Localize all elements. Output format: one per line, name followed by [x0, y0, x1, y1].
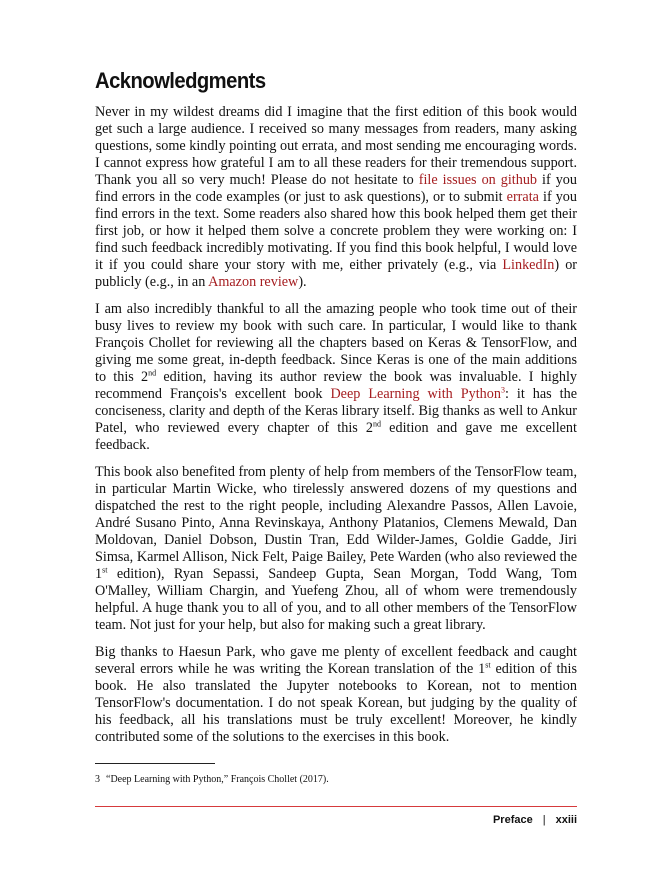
- text-run: Never in my wildest dreams did I imagine that the first edition of this book would get such a large audience. I received so many messages from readers, many asking questions, some kindly pointing out errata, and most sending me encouraging words. I cannot express how grateful I am to all these readers for their tremendous support. Thank you all so very much! Please do not hesitate to: [95, 104, 577, 188]
- ordinal-superscript: st: [102, 565, 108, 575]
- text-run: edition, having its author review the book was invaluable. I highly recommend François's excellent book: [95, 369, 577, 402]
- text-run: Big thanks to Haesun Park, who gave me plenty of excellent feedback and caught several errors while he was writing the Korean translation of the 1: [95, 644, 577, 677]
- errata-link[interactable]: errata: [506, 189, 539, 205]
- acknowledgments-body: [95, 104, 577, 756]
- page-title: Acknowledgments: [95, 68, 266, 93]
- paragraph-2: [95, 301, 577, 454]
- text-run: ).: [298, 274, 307, 290]
- text-run: if you find errors in the text. Some readers also shared how this book helped them get their first job, or how it helped them solve a concrete problem they were working on: I find such feedback incredibly motivating. If you find this book helpful, I would love it if you could share your story with me, either privately (e.g., via: [95, 189, 577, 273]
- paragraph-1: [95, 104, 577, 291]
- linkedin-link[interactable]: LinkedIn: [502, 257, 555, 273]
- ordinal-superscript: st: [485, 660, 491, 670]
- paragraph-4: [95, 644, 577, 746]
- page-number: xxiii: [555, 814, 577, 826]
- text-run: ) or publicly (e.g., in an: [95, 257, 578, 290]
- footer-separator: |: [542, 814, 546, 826]
- text-run: if you find errors in the code examples (or just to ask questions), or to submit: [95, 172, 577, 205]
- ordinal-superscript: nd: [373, 419, 382, 429]
- text-run: : it has the conciseness, clarity and depth of the Keras library itself. Big thanks as well to Ankur Patel, who reviewed every chapter of this 2: [95, 386, 577, 436]
- github-issues-link[interactable]: file issues on github: [418, 172, 538, 188]
- footer-section: Preface: [492, 814, 533, 826]
- text-run: I am also incredibly thankful to all the amazing people who took time out of their busy lives to review my book with such care. In particular, I would like to thank François Chollet for reviewing all the chapters based on Keras & TensorFlow, and giving me some great, in-depth feedback. Since Keras is one of the main additions to this 2: [95, 301, 577, 385]
- paragraph-3: [95, 464, 577, 634]
- ordinal-superscript: nd: [148, 368, 157, 378]
- text-run: edition), Ryan Sepassi, Sandeep Gupta, Sean Morgan, Todd Wang, Tom O'Malley, William Chargin, and Yuefeng Zhou, all of whom were tremendously helpful. A huge thank you to all of you, and to all other members of the TensorFlow team. Not just for your help, but also for making such a great library.: [95, 566, 577, 633]
- footnote: [95, 774, 329, 786]
- text-run: edition of this book. He also translated the Jupyter notebooks to Korean, not to mention TensorFlow's documentation. I do not speak Korean, but judging by the quality of his feedback, all his translations must be truly excellent! Moreover, he kindly contributed some of the solutions to the exercises in this book.: [95, 661, 577, 745]
- footnote-text: “Deep Learning with Python,” François Chollet (2017).: [106, 774, 329, 785]
- text-run: edition and gave me excellent feedback.: [95, 420, 577, 453]
- amazon-review-link[interactable]: Amazon review: [208, 274, 299, 290]
- page-footer: [493, 814, 577, 826]
- deep-learning-python-link[interactable]: Deep Learning with Python: [330, 386, 501, 402]
- footnote-number: 3: [95, 774, 100, 785]
- text-run: This book also benefited from plenty of help from members of the TensorFlow team, in particular Martin Wicke, who tirelessly answered dozens of my questions and dispatched the rest to the right people, including Alexandre Passos, Allen Lavoie, André Susano Pinto, Anna Revinskaya, Anthony Platanios, Clemens Mewald, Dan Moldovan, Daniel Dobson, Dustin Tran, Edd Wilder-James, Goldie Gadde, Jiri Simsa, Karmel Allison, Nick Felt, Paige Bailey, Pete Warden (who also reviewed the 1: [95, 464, 577, 582]
- footnote-divider: [95, 763, 215, 764]
- footer-divider: [95, 806, 577, 807]
- footnote-reference[interactable]: 3: [500, 385, 505, 395]
